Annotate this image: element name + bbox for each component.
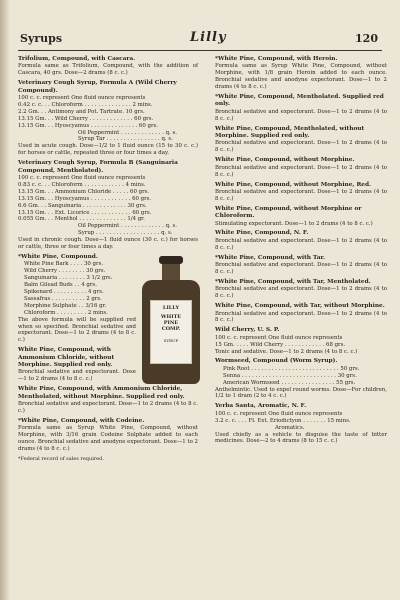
formula-line: Pink Root . . . . . . . . . . . . . . . . . . . . . . . . . . 50 grs.	[223, 365, 360, 372]
entry-wild-cherry	[215, 327, 387, 355]
formula-line: 13.15 Gm. . . Wild Cherry . . . . . . . . . . . . . 60 grs.	[18, 115, 154, 122]
formula-line: 13.15 Gm. . . Hyoscyamus . . . . . . . . . . . . 60 grs.	[18, 195, 152, 202]
page-gutter-shadow	[0, 0, 10, 600]
bottle-label-product: WHITE PINE COMP.	[160, 314, 182, 332]
entry-text: Bronchial sedative and expectorant. Dose—1 to 2 drams (4 to 8 c. c.)	[215, 164, 387, 178]
entry-title: White Pine, Compound, with Tar, without Morphine.	[215, 303, 385, 310]
section-title: Syrups	[20, 32, 63, 45]
entry-white-pine-tar-no-morphine	[215, 303, 387, 324]
entry-white-pine-ammonium	[18, 347, 136, 383]
entry-title: White Pine, Compound, Mentholated, without Morphine. Supplied red only.	[215, 125, 365, 140]
formula-line: 100 c. c. represent One fluid ounce represents	[215, 410, 343, 417]
formula-line: Syrup Tar . . . . . . . . . . . . . . . . q. s.	[78, 136, 173, 143]
entry-white-pine-no-morphine	[215, 157, 387, 178]
entry-text: Used in chronic cough. Dose—1 fluid ounce (30 c. c.) for horses or cattle, three or four times a day.	[18, 237, 198, 251]
entry-title: Yerba Santa, Aromatic, N. F.	[215, 403, 307, 410]
entry-title: *White Pine, Compound, with Codeine.	[18, 417, 145, 424]
formula-line: Oil Peppermint . . . . . . . . . . . . . q. s.	[78, 223, 177, 230]
entry-title: Veterinary Cough Syrup, Formula B (Sanguinaria Compound, Mentholated).	[18, 160, 178, 174]
entry-title: *White Pine, Compound.	[18, 253, 98, 260]
entry-text: Formula same as Syrup White Pine, Compound, without Morphine, with 1/8 grain Heroin added to each ounce. Bronchial sedative and anodyne expectorant. Dose—1 to 2 drams (4 to 8 c. c.)	[215, 63, 387, 91]
lilly-logo: Lilly	[190, 30, 227, 45]
entry-text: Used in acute cough. Dose—1/2 to 1 fluid ounce (15 to 30 c. c.) for horses or cattle, repeated three or four times a day.	[18, 143, 198, 157]
entry-title: White Pine, Compound, with Ammonium Chloride, Mentholated, without Morphine. Supplied red only.	[18, 386, 185, 400]
entry-text: Formula same as Trifolium, Compound, with the addition of Cascara, 40 grs. Dose—2 drams (8 c. c.)	[18, 63, 198, 77]
entry-title: White Pine, Compound, without Morphine or Chloroform.	[215, 205, 362, 220]
entry-wormseed	[215, 358, 387, 400]
bottle-label-type: SYRUP	[163, 338, 179, 343]
formula-line: 6.6 Gm. . . Sanguinaria . . . . . . . . . . . . . 30 grs.	[18, 202, 147, 209]
formula-line: Aromatics.	[275, 424, 305, 431]
formula-line: 0.42 c. c. . . Chloroform . . . . . . . . . . . . . . 2 mins.	[18, 101, 153, 108]
formula-line: Spikenard . . . . . . . . . . 4 grs.	[24, 289, 104, 295]
entry-title: Wild Cherry, U. S. P.	[215, 327, 280, 334]
page-number: 120	[355, 32, 378, 45]
bottle-cap	[159, 256, 183, 264]
entry-title: *White Pine, Compound, with Heroin.	[215, 56, 338, 62]
entry-white-pine-ammonium-mentholated	[18, 386, 198, 415]
formula-line: 13.15 Gm. . . Ext. Licorice . . . . . . . . . . . . 60 grs.	[18, 209, 152, 216]
formula-line: 0.83 c. c. . . Chloroform . . . . . . . . . . . . 4 mins.	[18, 181, 146, 188]
entry-title: *White Pine, Compound, Mentholated. Supplied red only.	[215, 94, 384, 108]
entry-white-pine-codeine	[18, 418, 198, 453]
formula-line: Syrup . . . . . . . . . . . . . . . . . . . q. s.	[78, 230, 173, 237]
footnote: *Federal record of sales required.	[18, 455, 104, 462]
formula-line: 15 Gm. . . . . Wild Cherry . . . . . . . . . . . . 68 grs.	[215, 341, 346, 348]
entry-white-pine-nf	[215, 230, 387, 251]
entry-text: Bronchial sedative and expectorant. Dose—1 to 2 drams (4 to 8 c. c.)	[215, 188, 387, 202]
formula-line: Sassafras . . . . . . . . . . 2 grs.	[24, 295, 102, 302]
entry-text: Bronchial sedative and expectorant. Dose—1 to 2 drams (4 to 8 c. c.)	[18, 369, 136, 383]
formula-line: Morphine Sulphate . . 3/16 gr.	[24, 302, 107, 309]
entry-white-pine-heroin	[215, 56, 387, 91]
entry-vet-cough-a	[18, 80, 198, 157]
formula-line: 13.15 Gm. . . Ammonium Chloride . . . . . 60 grs.	[18, 188, 150, 195]
entry-title: White Pine, Compound, with Ammonium Chloride, without Morphine. Supplied red only.	[18, 347, 115, 369]
entry-text: Bronchial sedative and expectorant. Dose—1 to 2 drams (4 to 8 c. c.)	[215, 140, 387, 154]
entry-text: Tonic and sedative. Dose—1 to 2 drams (4 to 8 c. c.)	[215, 348, 358, 355]
entry-title: Trifolium, Compound, with Cascara.	[18, 56, 136, 62]
formula-line: 3.2 c. c. . . . Fl. Ext. Eriodictyon . . . . . . . 15 mins.	[215, 417, 351, 424]
formula-line: 100 c. c. represent One fluid ounce represents	[215, 334, 343, 341]
entry-title: White Pine, Compound, without Morphine.	[215, 157, 355, 164]
bottle-label	[150, 300, 192, 364]
bottle-label-brand: LILLY	[162, 305, 180, 311]
entry-text: Bronchial sedative and expectorant. Dose—1 to 2 drams (4 to 8 c. c.)	[215, 237, 387, 251]
entry-title: Veterinary Cough Syrup, Formula A (Wild Cherry Compound).	[18, 80, 177, 94]
entry-text: Bronchial sedative and expectorant. Dose—1 to 2 drams (4 to 8 c. c.)	[215, 310, 387, 324]
formula-line: 13.15 Gm. . . Hyoscyamus . . . . . . . . . . . . . . 60 grs.	[18, 122, 159, 129]
formula-line: Wild Cherry . . . . . . . . 30 grs.	[24, 268, 106, 275]
formula-line: 0.055 Gm. . . Menthol . . . . . . . . . . . . . . 1/4 gr.	[18, 216, 145, 223]
formula-line: Oil Peppermint . . . . . . . . . . . . . q. s.	[78, 129, 177, 136]
formula-line: 100 c. c. represent One fluid ounce represents	[18, 95, 146, 102]
entry-white-pine-tar-mentholated	[215, 279, 387, 300]
header-rule	[18, 50, 382, 51]
entry-white-pine-mentholated-no-morphine	[215, 126, 387, 155]
entry-text: Bronchial sedative and expectorant. Dose—1 to 2 drams (4 to 8 c. c.)	[18, 401, 198, 414]
formula-line: White Pine Bark . . . . 30 grs.	[24, 261, 104, 268]
entry-title: White Pine, Compound, without Morphine, Red.	[215, 181, 372, 188]
formula-line: Balm Gilead Buds . . 4 grs.	[24, 282, 97, 289]
entry-text: The above formula will be supplied red when so specified. Bronchial sedative and expectorant. Dose—1 to 2 drams (4 to 8 c. c.)	[18, 316, 136, 344]
entry-text: Bronchial sedative and expectorant. Dose—1 to 2 drams (4 to 8 c. c.)	[215, 286, 387, 300]
entry-white-pine-no-morphine-red	[215, 182, 387, 203]
page-header	[14, 30, 386, 52]
entry-text: Stimulating expectorant. Dose—1 to 2 drams (4 to 8 c. c.)	[215, 220, 373, 227]
formula-line: 100 c. c. represent One fluid ounce represents	[18, 175, 146, 181]
syrup-bottle-image	[138, 256, 204, 384]
formula-line: Sanguinaria . . . . . . . . 3 1/2 grs.	[24, 275, 113, 282]
formula-line: Chloroform . . . . . . . . . 2 mins.	[24, 309, 108, 316]
entry-title: Wormseed, Compound (Worm Syrup).	[215, 358, 338, 365]
entry-yerba-santa	[215, 403, 387, 445]
entry-white-pine-no-morphine-chloroform	[215, 206, 387, 228]
entry-white-pine-mentholated	[215, 94, 387, 123]
entry-text: Used chiefly as a vehicle to disguise the taste of bitter medicines. Dose—2 to 4 drams (8 to 15 c. c.)	[215, 431, 387, 445]
right-column	[215, 56, 387, 448]
entry-title: White Pine, Compound, N. F.	[215, 230, 309, 237]
formula-line: Senna . . . . . . . . . . . . . . . . . . . . . . . . . . . . 30 grs.	[223, 372, 357, 379]
entry-text: Bronchial sedative and expectorant. Dose—1 to 2 drams (4 to 8 c. c.)	[215, 108, 387, 122]
entry-text: Formula same as Syrup White Pine, Compound, without Morphine, with 3/16 grain Codeine Sulphate added to each ounce. Bronchial sedative and anodyne expectorant. Dose—1 to 2 drams (4 to 8 c. c.)	[18, 425, 198, 453]
entry-white-pine-compound	[18, 254, 136, 344]
formula-line: American Wormseed . . . . . . . . . . . . . . . . 55 grs.	[223, 379, 356, 386]
entry-text: Anthelmintic. Used to expel round worms. Dose—For children, 1/2 to 1 dram (2 to 4 c. c.)	[215, 386, 387, 400]
entry-title: *White Pine, Compound, with Tar.	[215, 254, 326, 261]
entry-vet-cough-b	[18, 160, 198, 251]
entry-trifolium-cascara	[18, 56, 198, 77]
entry-white-pine-tar	[215, 255, 387, 276]
formula-line: 2.2 Gm. . . Antimony and Pot. Tartrate. 10 grs.	[18, 108, 145, 115]
entry-title: *White Pine, Compound, with Tar, Mentholated.	[215, 278, 371, 285]
entry-text: Bronchial sedative and expectorant. Dose—1 to 2 drams (4 to 8 c. c.)	[215, 262, 387, 275]
